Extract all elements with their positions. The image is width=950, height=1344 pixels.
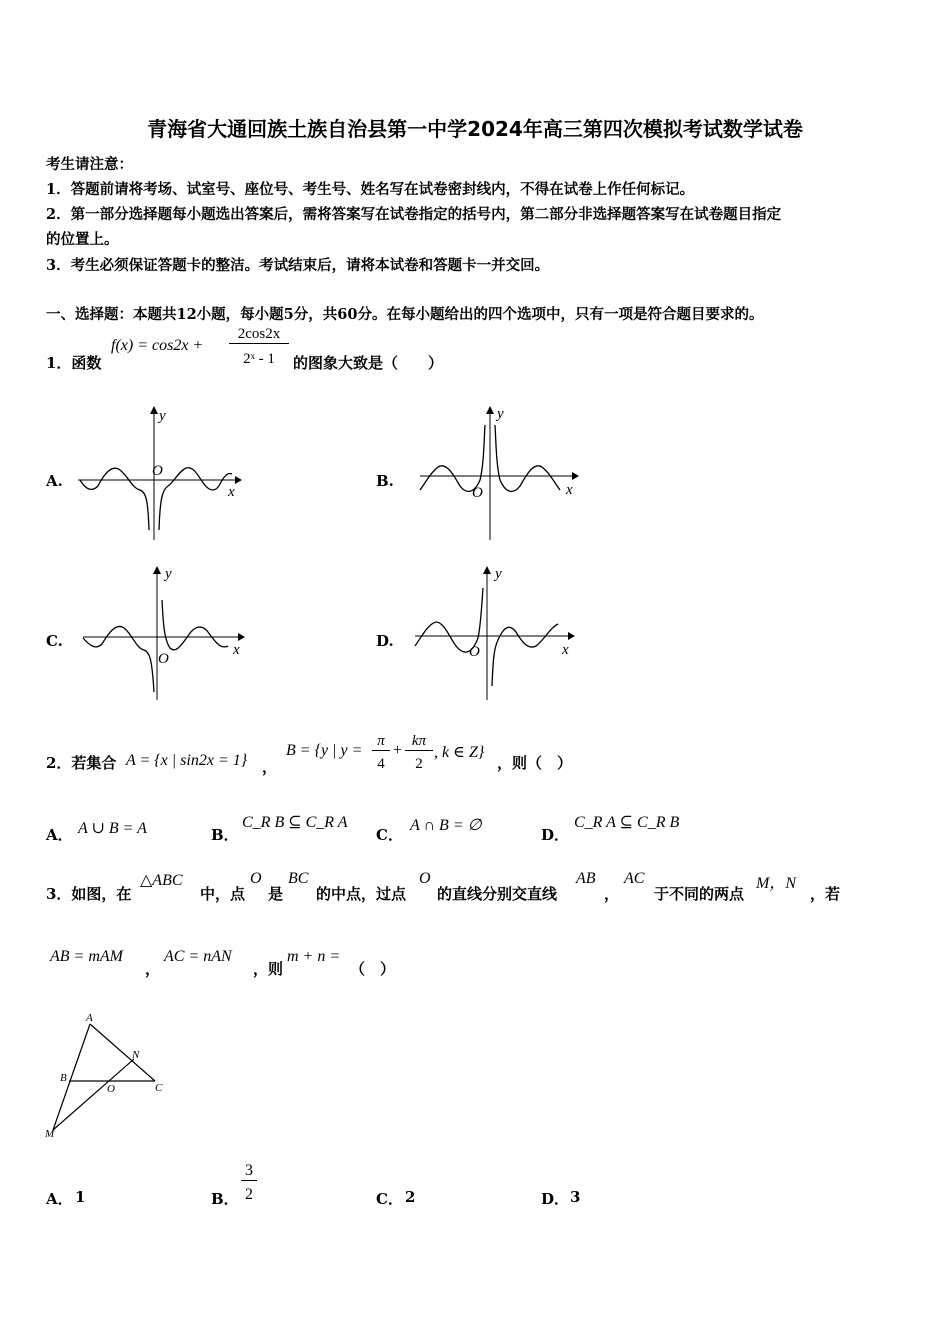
q1-option-a-label: A. bbox=[46, 472, 63, 490]
q2-pi: π bbox=[372, 733, 390, 751]
q3-mn: M，N bbox=[756, 875, 797, 892]
q3-sep: ， bbox=[604, 885, 620, 903]
q1-option-d-label: D. bbox=[376, 632, 394, 650]
q2-two: 2 bbox=[415, 756, 423, 772]
section-heading: 一、选择题：本题共12小题，每小题5分，共60分。在每小题给出的四个选项中，只有一项是符合题目要求的。 bbox=[46, 306, 764, 323]
q1-func: f(x) = cos2x + bbox=[111, 337, 204, 354]
notice-item-2-cont: 的位置上。 bbox=[46, 231, 119, 248]
q2-kpi: kπ bbox=[405, 733, 433, 751]
q3-option-d-label: D． bbox=[541, 1190, 570, 1208]
q2-plus: + bbox=[393, 742, 403, 759]
notice-item-1: 1．答题前请将考场、试室号、座位号、考生号、姓名写在试卷密封线内，不得在试卷上作任何标记。 bbox=[46, 181, 695, 198]
notice-item-2: 2．第一部分选择题每小题选出答案后，需将答案写在试卷指定的括号内，第二部分非选择题答案写在试卷题目指定 bbox=[46, 206, 782, 223]
q2-set-b-left: B = {y | y = bbox=[286, 742, 363, 759]
q1-suffix: 的图象大致是（ ） bbox=[293, 354, 444, 372]
q3-text-7: ，则 bbox=[253, 960, 284, 978]
q1-c-x-label: x bbox=[233, 642, 240, 658]
q1-a-y-label: y bbox=[159, 408, 166, 424]
q3-text-2: 是 bbox=[268, 885, 284, 903]
q2-prefix: 2．若集合 bbox=[46, 754, 117, 772]
q3-bc: BC bbox=[288, 870, 309, 887]
q3-option-d-value: 3 bbox=[570, 1188, 581, 1206]
q2-comma: ， bbox=[262, 758, 278, 776]
q3-eq-3: m + n = bbox=[287, 948, 341, 965]
q3-option-a-label: A． bbox=[46, 1190, 73, 1208]
q1-graph-c bbox=[78, 560, 258, 705]
q2-option-a-label: A． bbox=[46, 826, 73, 844]
q1-frac-den: 2ˣ - 1 bbox=[243, 351, 275, 367]
q3-point-o-2: O bbox=[419, 870, 431, 887]
q3-text-3: 的中点，过点 bbox=[316, 885, 407, 903]
q3-text-8: （ ） bbox=[350, 960, 396, 978]
q3-prefix: 3．如图，在 bbox=[46, 885, 132, 903]
q3-ac: AC bbox=[624, 870, 645, 887]
q3-point-o: O bbox=[250, 870, 262, 887]
q3-option-c-label: C． bbox=[376, 1190, 403, 1208]
q1-graph-d bbox=[410, 560, 590, 705]
q3-ab: AB bbox=[576, 870, 596, 887]
q1-d-x-label: x bbox=[562, 642, 569, 658]
q1-prefix: 1．函数 bbox=[46, 354, 102, 372]
q2-option-b-label: B． bbox=[211, 826, 239, 844]
q1-option-c-label: C. bbox=[46, 632, 63, 650]
q3-option-b-label: B． bbox=[211, 1190, 239, 1208]
q1-a-origin-label: O bbox=[152, 463, 163, 479]
q1-b-y-label: y bbox=[497, 406, 504, 422]
q3-eq-1: AB = mAM bbox=[50, 948, 123, 965]
q2-four: 4 bbox=[377, 756, 385, 772]
q2-suffix: ，则（ ） bbox=[497, 754, 573, 772]
q3-text-1: 中，点 bbox=[200, 885, 246, 903]
q3-option-c-value: 2 bbox=[405, 1188, 416, 1206]
q1-b-x-label: x bbox=[566, 482, 573, 498]
notice-heading: 考生请注意： bbox=[46, 156, 133, 173]
q1-frac-num: 2cos2x bbox=[229, 326, 289, 344]
q1-a-x-label: x bbox=[228, 484, 235, 500]
q3-text-5: 于不同的两点 bbox=[654, 885, 745, 903]
q3-fig-label-n: N bbox=[132, 1049, 140, 1061]
q2-option-a-expr: A ∪ B = A bbox=[78, 820, 147, 837]
q1-d-origin-label: O bbox=[469, 644, 480, 660]
q3-triangle: △ABC bbox=[140, 872, 183, 889]
q3-fig-label-b: B bbox=[60, 1072, 67, 1084]
q2-option-b-expr: C_R B ⊆ C_R A bbox=[242, 814, 348, 831]
q3-fig-label-o: O bbox=[107, 1083, 115, 1095]
q1-option-b-label: B. bbox=[376, 472, 394, 490]
q3-option-b-den: 2 bbox=[245, 1186, 253, 1203]
q1-b-origin-label: O bbox=[472, 485, 483, 501]
q1-d-y-label: y bbox=[495, 566, 502, 582]
q3-fig-label-m: M bbox=[45, 1128, 55, 1140]
q1-graph-b bbox=[412, 400, 592, 545]
q3-fig-label-c: C bbox=[155, 1082, 163, 1094]
q3-option-a-value: 1 bbox=[75, 1188, 86, 1206]
q1-graph-a bbox=[70, 400, 250, 545]
q2-option-c-expr: A ∩ B = ∅ bbox=[410, 817, 482, 834]
q3-triangle-figure bbox=[40, 1008, 180, 1148]
q2-set-a: A = {x | sin2x = 1} bbox=[126, 752, 248, 769]
q3-eq-2: AC = nAN bbox=[164, 948, 232, 965]
notice-item-3: 3．考生必须保证答题卡的整洁。考试结束后，请将本试卷和答题卡一并交回。 bbox=[46, 257, 550, 274]
q3-comma: ， bbox=[145, 960, 161, 978]
exam-title: 青海省大通回族土族自治县第一中学2024年高三第四次模拟考试数学试卷 bbox=[147, 117, 803, 141]
q2-set-b-right: , k ∈ Z} bbox=[434, 744, 485, 761]
q2-option-c-label: C． bbox=[376, 826, 403, 844]
q2-option-d-label: D． bbox=[541, 826, 570, 844]
q3-option-b-num: 3 bbox=[241, 1162, 257, 1181]
q1-c-origin-label: O bbox=[158, 651, 169, 667]
q3-text-4: 的直线分别交直线 bbox=[437, 885, 558, 903]
q3-text-6: ，若 bbox=[810, 885, 841, 903]
q3-fig-label-a: A bbox=[86, 1012, 93, 1024]
q1-c-y-label: y bbox=[165, 566, 172, 582]
q2-option-d-expr: C_R A ⊆ C_R B bbox=[574, 814, 680, 831]
